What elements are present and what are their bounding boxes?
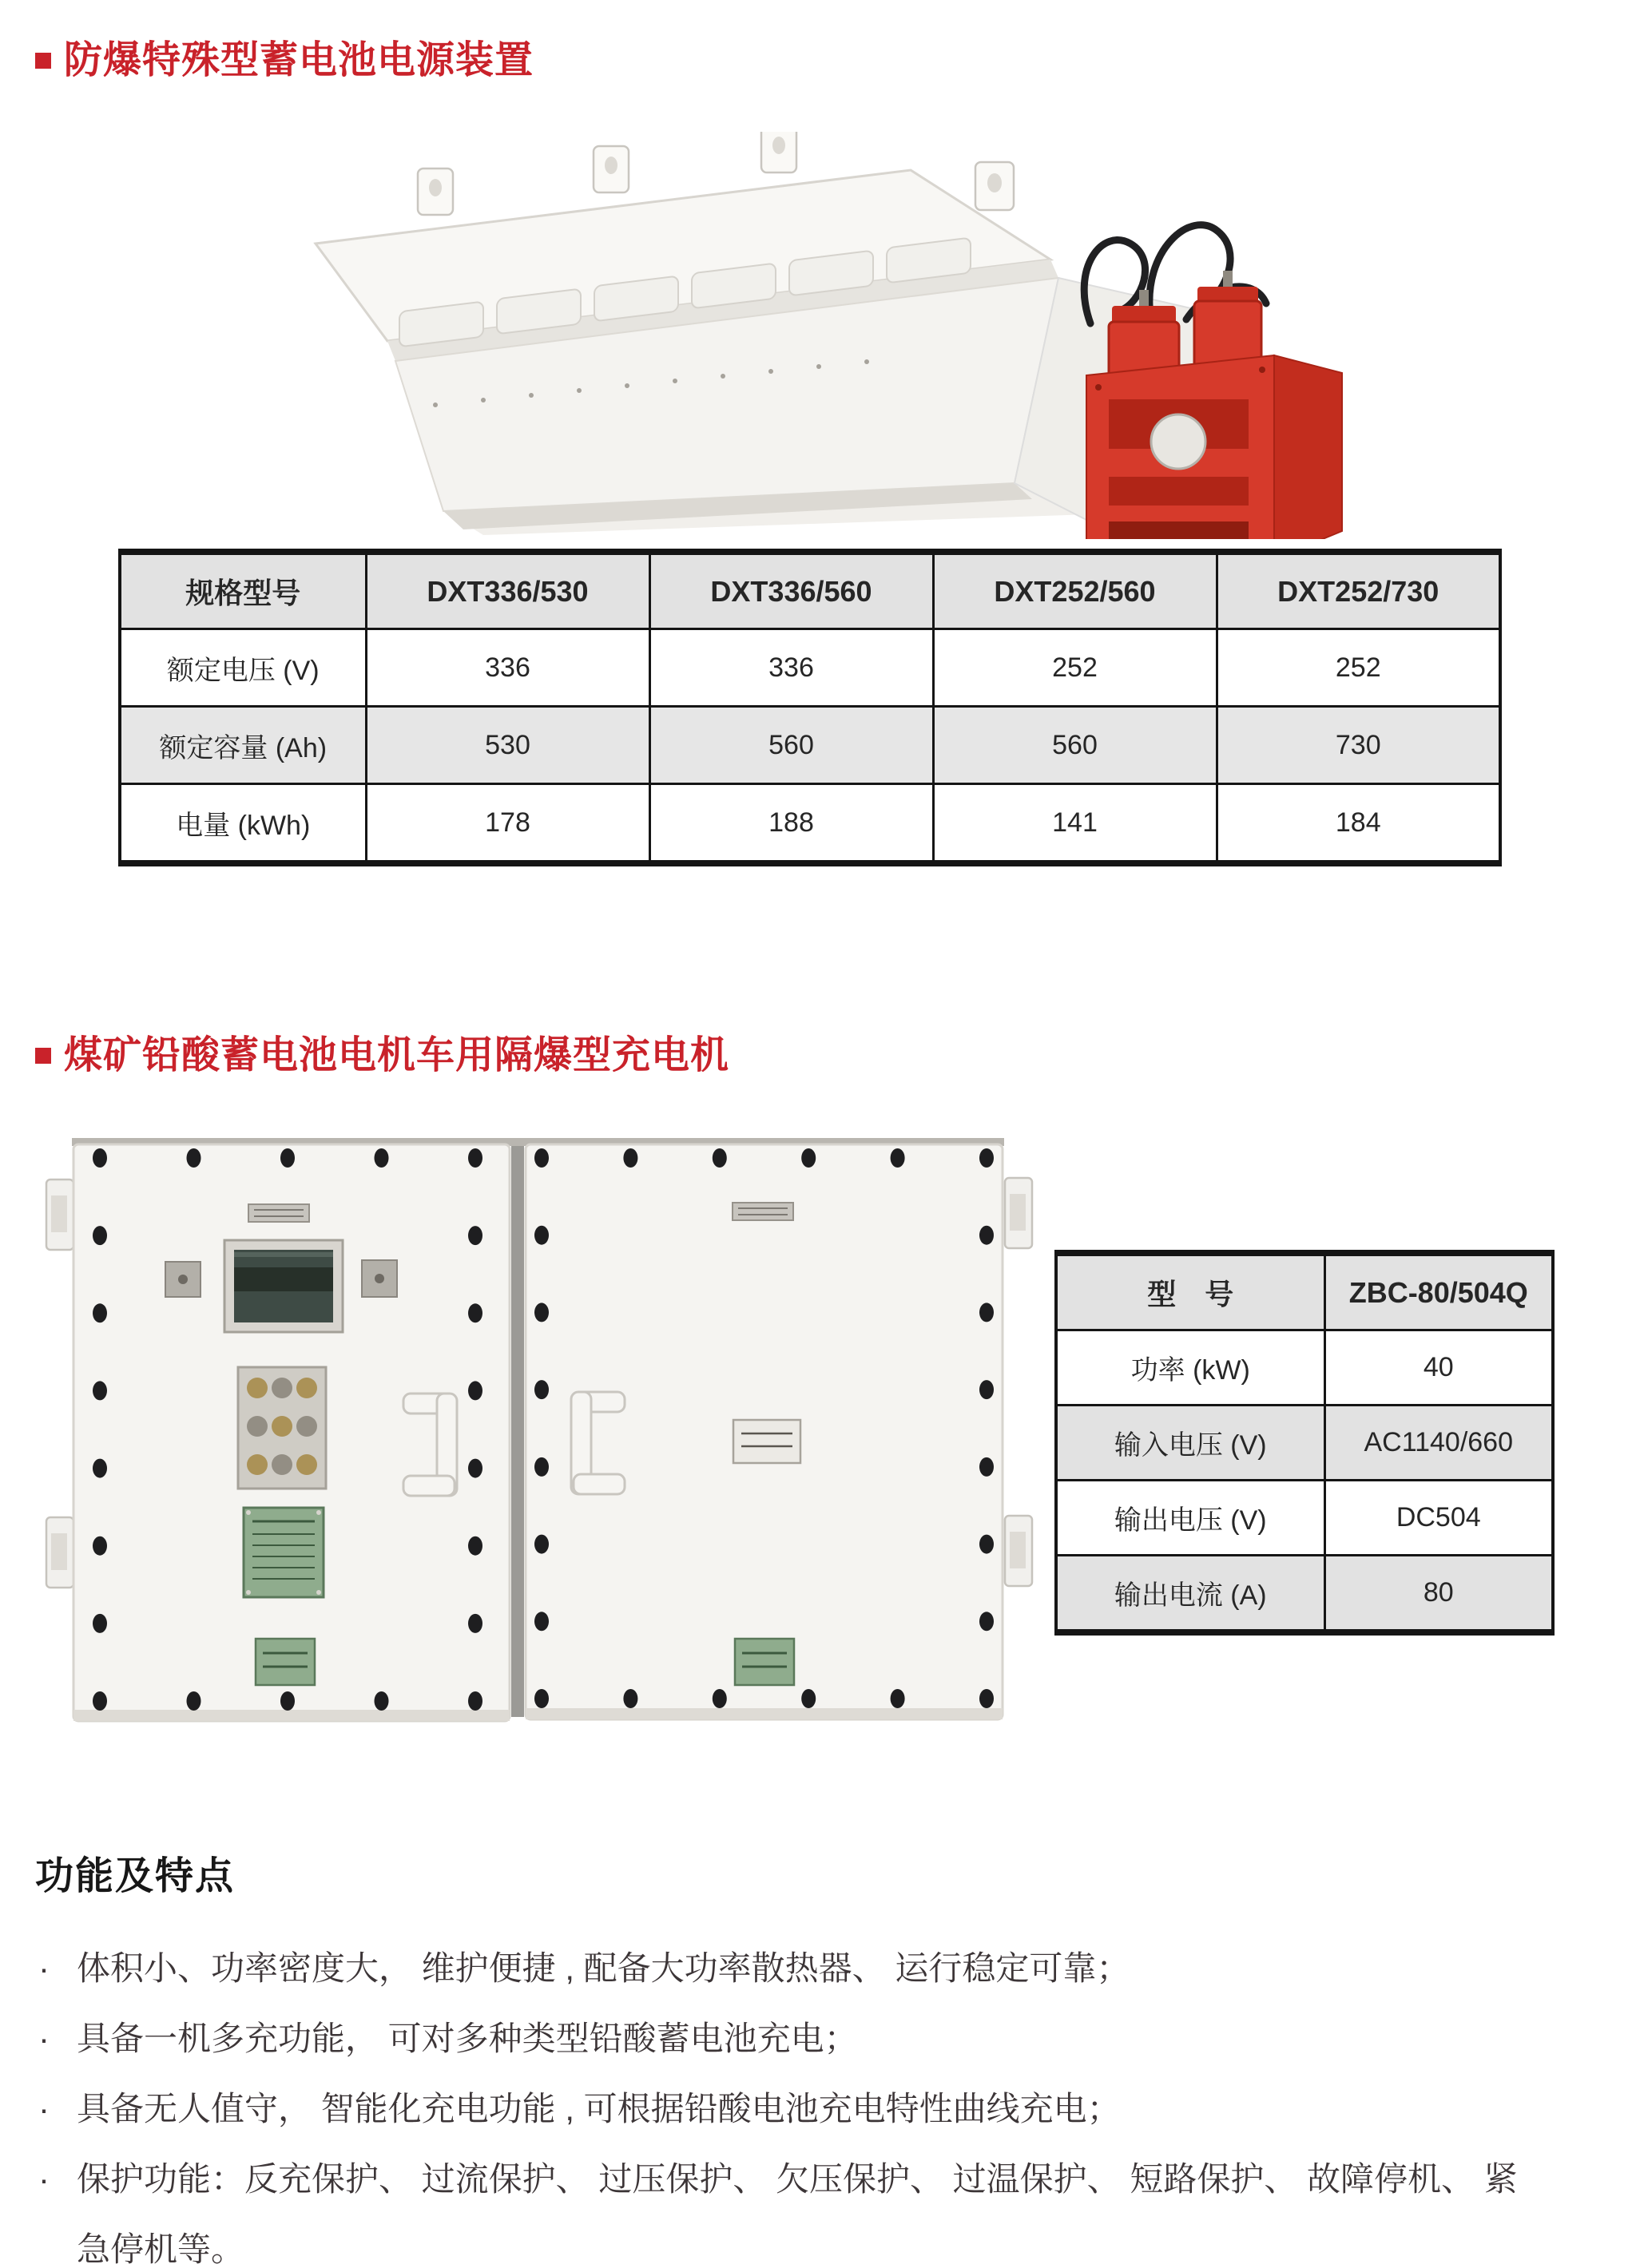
red-square-bullet-icon [35, 1048, 51, 1064]
cell-value: AC1140/660 [1324, 1406, 1553, 1481]
button-panel [238, 1367, 326, 1489]
battery-table-header-row [120, 552, 1500, 629]
left-door-bottom-label [256, 1639, 315, 1685]
cell-value: 141 [933, 784, 1217, 864]
feature-text: 具备一机多充功能， 可对多种类型铅酸蓄电池充电； [77, 2020, 858, 2057]
red-square-bullet-icon [35, 53, 51, 69]
col-header-spec: 规格型号 [120, 552, 366, 629]
section-2-title: 煤矿铅酸蓄电池电机车用隔爆型充电机 [64, 1034, 730, 1077]
cell-value: 252 [1217, 629, 1500, 707]
col-header-model-1: DXT336/530 [366, 552, 649, 629]
bullet-dot: · [38, 2160, 50, 2198]
col-header-model-4: DXT252/730 [1217, 552, 1500, 629]
charger-row-power [1056, 1330, 1553, 1406]
cell-value: 730 [1217, 707, 1500, 784]
row-label: 电量 (kWh) [120, 784, 366, 864]
cell-value: 252 [933, 629, 1217, 707]
cell-value: 184 [1217, 784, 1500, 864]
bullet-dot: · [38, 2020, 50, 2057]
cell-value: 40 [1324, 1330, 1553, 1406]
section-1-title: 防爆特殊型蓄电池电源装置 [64, 39, 534, 81]
row-label: 输入电压 (V) [1056, 1406, 1324, 1481]
battery-spec-table [118, 549, 1502, 866]
row-label: 输出电流 (A) [1056, 1556, 1324, 1633]
bullet-dot: · [38, 1949, 50, 1987]
table-row-voltage [120, 629, 1500, 707]
nameplate [244, 1508, 324, 1597]
feature-item [35, 2004, 1537, 2074]
feature-text: 体积小、功率密度大， 维护便捷 , 配备大功率散热器、 运行稳定可靠； [77, 1949, 1130, 1987]
charger-row-input-voltage [1056, 1406, 1553, 1481]
feature-item [35, 2074, 1537, 2144]
row-label: 型 号 [1056, 1253, 1324, 1330]
col-header-model-2: DXT336/560 [649, 552, 933, 629]
row-label: 功率 (kW) [1056, 1330, 1324, 1406]
row-label: 额定容量 (Ah) [120, 707, 366, 784]
features-list [35, 1933, 1537, 2268]
feature-text: 保护功能：反充保护、 过流保护、 过压保护、 欠压保护、 过温保护、 短路保护、 故障停机、 紧急停机等。 [77, 2160, 1518, 2268]
bullet-dot: · [38, 2090, 50, 2127]
cell-value: DC504 [1324, 1481, 1553, 1556]
battery-device-photo [272, 132, 1454, 539]
row-label: 输出电压 (V) [1056, 1481, 1324, 1556]
cell-value: 80 [1324, 1556, 1553, 1633]
col-header-model-3: DXT252/560 [933, 552, 1217, 629]
display-window [224, 1240, 343, 1332]
right-door-center-label [733, 1420, 800, 1463]
features-section [35, 1845, 1537, 2268]
charger-row-output-current [1056, 1556, 1553, 1633]
feature-text: 具备无人值守， 智能化充电功能 , 可根据铅酸电池充电特性曲线充电； [77, 2090, 1121, 2127]
section-1-heading [35, 40, 534, 82]
cell-value: 560 [649, 707, 933, 784]
cell-value: 530 [366, 707, 649, 784]
cell-value: ZBC-80/504Q [1324, 1253, 1553, 1330]
right-door-label-plate [733, 1203, 793, 1220]
charger-spec-table [1054, 1250, 1555, 1636]
features-title: 功能及特点 [35, 1855, 236, 1897]
cell-value: 336 [366, 629, 649, 707]
cell-value: 178 [366, 784, 649, 864]
row-label: 额定电压 (V) [120, 629, 366, 707]
feature-item [35, 2144, 1537, 2268]
right-door-bottom-label [735, 1639, 794, 1685]
door-gap [511, 1146, 524, 1717]
feature-item [35, 1933, 1537, 2004]
cell-value: 188 [649, 784, 933, 864]
section-2-heading [35, 1035, 729, 1077]
cell-value: 560 [933, 707, 1217, 784]
left-door-label-plate [248, 1204, 309, 1222]
charger-row-model [1056, 1253, 1553, 1330]
table-row-energy [120, 784, 1500, 864]
red-mounting-frame [1070, 355, 1342, 539]
charger-cabinet-photo [40, 1130, 1038, 1729]
charger-row-output-voltage [1056, 1481, 1553, 1556]
table-row-capacity [120, 707, 1500, 784]
cell-value: 336 [649, 629, 933, 707]
